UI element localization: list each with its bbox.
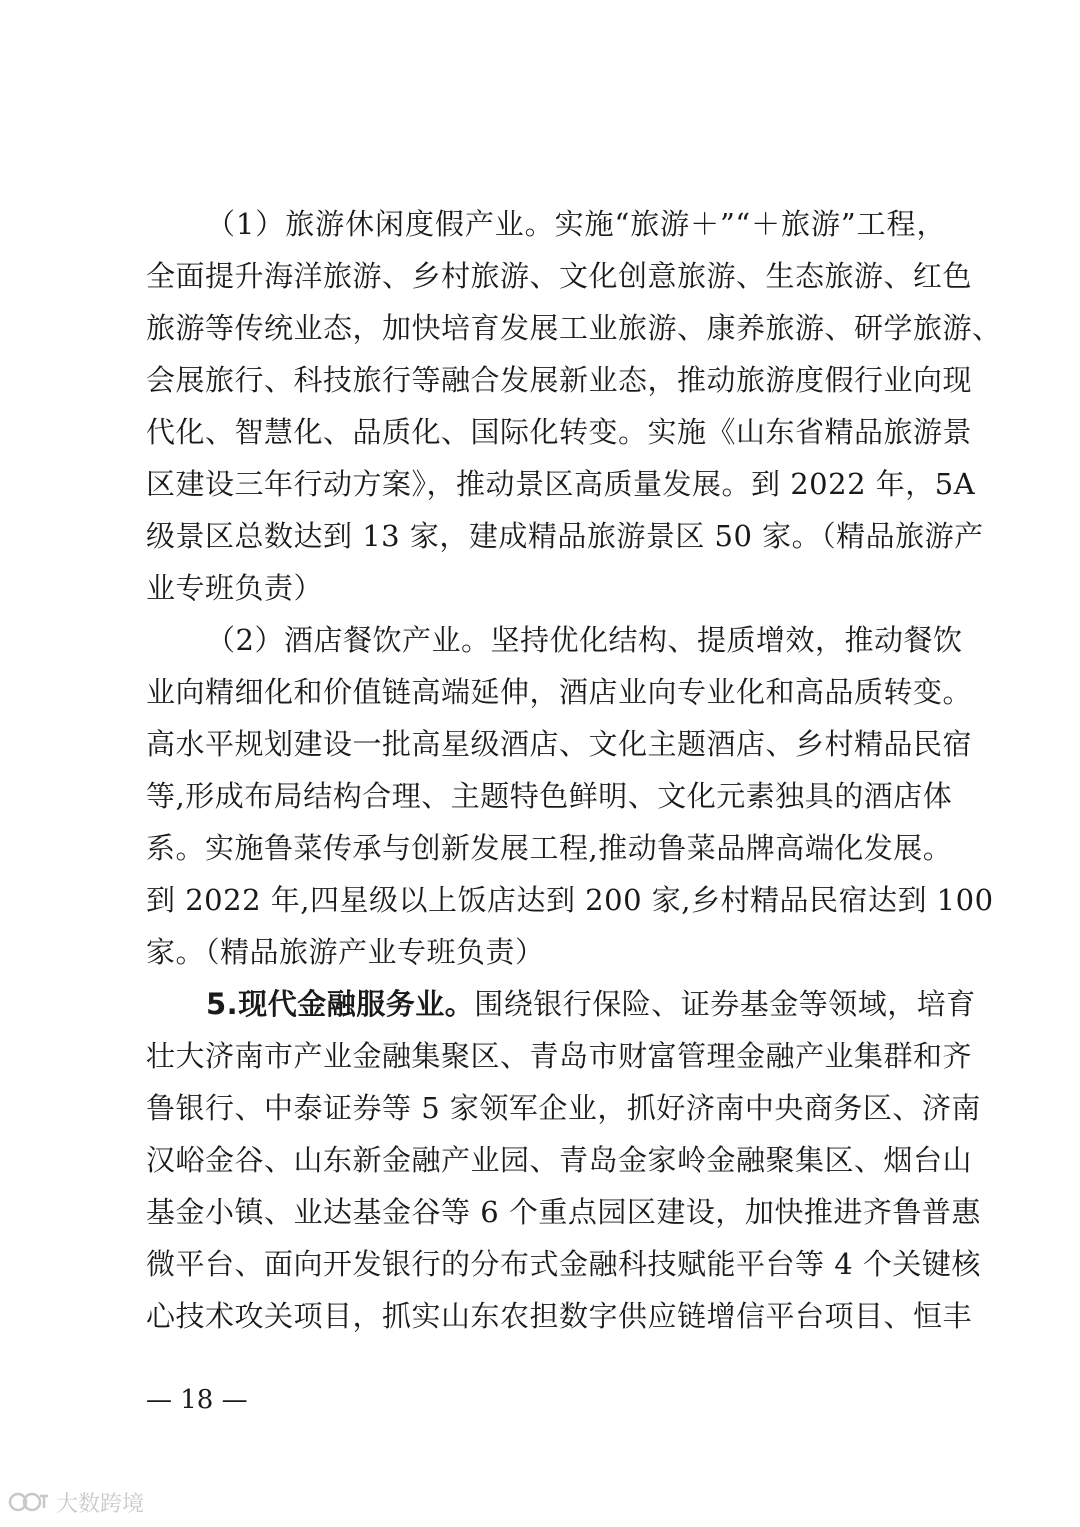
watermark-text: 大数跨境 <box>56 1491 145 1517</box>
watermark <box>8 1482 144 1522</box>
section-heading: 5.现代金融服务业。 <box>206 987 475 1021</box>
paragraph-line <box>146 978 976 1030</box>
paragraph-line: 汉峪金谷、山东新金融产业园、青岛金家岭金融聚集区、烟台山 <box>146 1143 973 1177</box>
paragraph-line: 基金小镇、业达基金谷等 6 个重点园区建设，加快推进齐鲁普惠 <box>146 1195 981 1229</box>
paragraph-line: 代化、智慧化、品质化、国际化转变。实施《山东省精品旅游景 <box>146 415 973 449</box>
paragraph-line: 旅游等传统业态，加快培育发展工业旅游、康养旅游、研学旅游、 <box>146 311 1002 345</box>
paragraph-line: 会展旅行、科技旅行等融合发展新业态，推动旅游度假行业向现 <box>146 363 973 397</box>
paragraph-line: （2）酒店餐饮产业。坚持优化结构、提质增效，推动餐饮 <box>206 623 963 657</box>
paragraph-line: 业向精细化和价值链高端延伸，酒店业向专业化和高品质转变。 <box>146 675 973 709</box>
paragraph-line: 壮大济南市产业金融集聚区、青岛市财富管理金融产业集群和齐 <box>146 1039 973 1073</box>
paragraph-line: 系。实施鲁菜传承与创新发展工程,推动鲁菜品牌高端化发展。 <box>146 831 953 865</box>
paragraph-line: 级景区总数达到 13 家，建成精品旅游景区 50 家。（精品旅游产 <box>146 519 984 553</box>
paragraph-line: 全面提升海洋旅游、乡村旅游、文化创意旅游、生态旅游、红色 <box>146 259 973 293</box>
paragraph-line: 区建设三年行动方案》，推动景区高质量发展。到 2022 年，5A <box>146 467 976 501</box>
paragraph-line: 鲁银行、中泰证券等 5 家领军企业，抓好济南中央商务区、济南 <box>146 1091 981 1125</box>
page-number: — 18 — <box>146 1385 248 1415</box>
paragraph-line: 业专班负责） <box>146 571 324 605</box>
paragraph-text: 围绕银行保险、证券基金等领域，培育 <box>474 987 976 1021</box>
paragraph-line: 到 2022 年,四星级以上饭店达到 200 家,乡村精品民宿达到 100 <box>146 883 994 917</box>
paragraph-line: 高水平规划建设一批高星级酒店、文化主题酒店、乡村精品民宿 <box>146 727 973 761</box>
watermark-logo-icon <box>8 1488 50 1516</box>
paragraph-line: （1）旅游休闲度假产业。实施“旅游＋”“＋旅游”工程， <box>206 207 946 241</box>
paragraph-line: 心技术攻关项目，抓实山东农担数字供应链增信平台项目、恒丰 <box>146 1299 973 1333</box>
paragraph-line: 等,形成布局结构合理、主题特色鲜明、文化元素独具的酒店体 <box>146 779 953 813</box>
paragraph-line: 家。（精品旅游产业专班负责） <box>146 935 545 969</box>
document-body <box>146 198 1002 1342</box>
paragraph-line: 微平台、面向开发银行的分布式金融科技赋能平台等 4 个关键核 <box>146 1247 981 1281</box>
